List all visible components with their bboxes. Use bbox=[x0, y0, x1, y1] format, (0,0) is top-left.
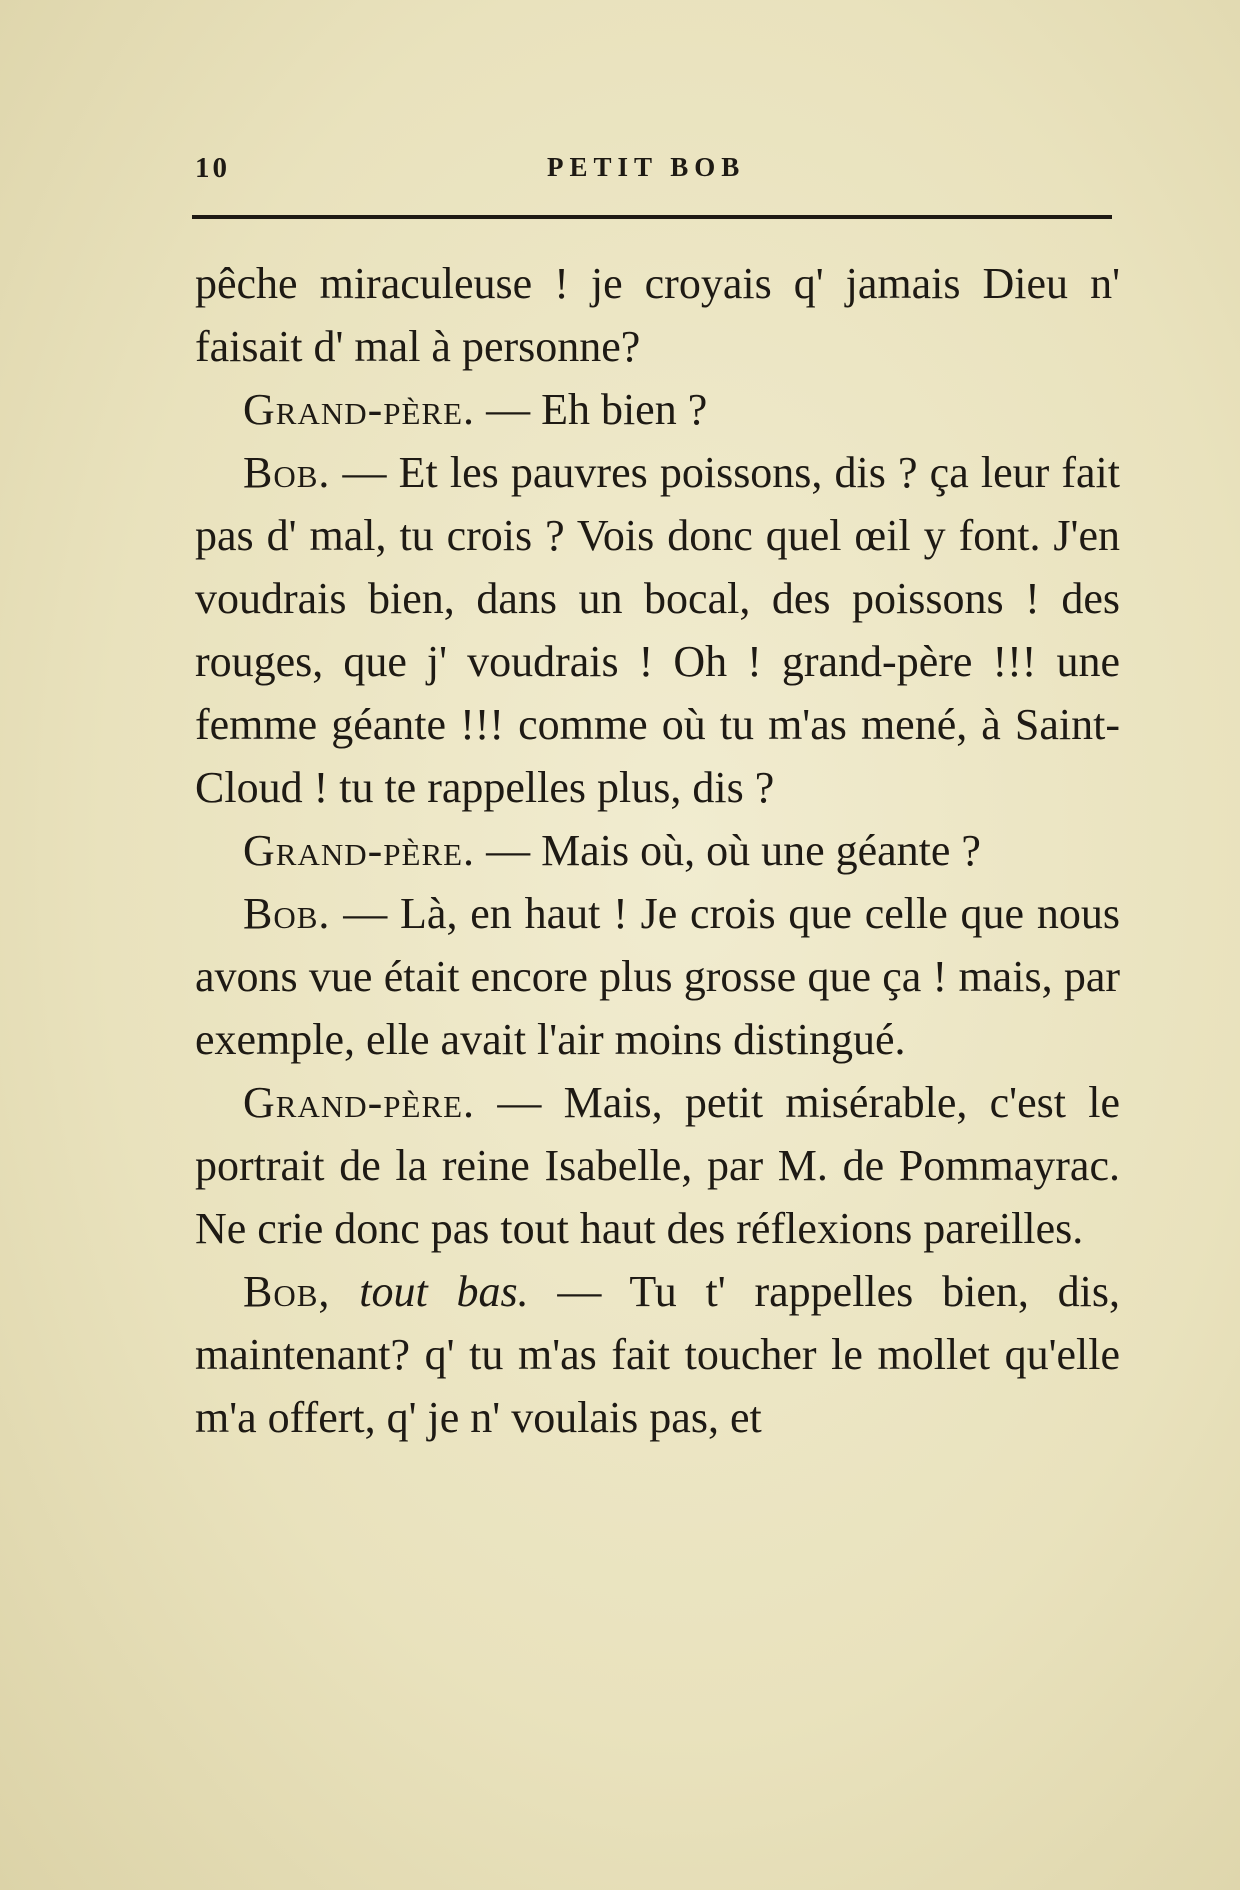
paragraph-text: Mais où, où une géante ? bbox=[541, 826, 981, 875]
paragraph bbox=[195, 441, 1120, 819]
dash: — bbox=[528, 1267, 630, 1316]
paragraph bbox=[195, 882, 1120, 1071]
paragraph-text: Là, en haut ! Je crois que celle que nous avons vue était encore plus grosse que ça ! mais, par exemple, elle avait l'air moins distingué. bbox=[195, 889, 1120, 1064]
dash: — bbox=[330, 889, 401, 938]
stage-direction: tout bas. bbox=[330, 1267, 529, 1316]
page-header bbox=[195, 152, 1115, 202]
dash: — bbox=[330, 448, 399, 497]
paragraph-text: Et les pauvres poissons, dis ? ça leur fait pas d' mal, tu crois ? Vois donc quel œil y font. J'en voudrais bien, dans un bocal, des poissons ! des rouges, que j' voudrais ! Oh ! grand-père !!! une femme géante !!! comme où tu m'as mené, à Saint-Cloud ! tu te rappelles plus, dis ? bbox=[195, 448, 1121, 812]
paragraph bbox=[195, 1071, 1120, 1260]
paragraph-text: Mais, petit misérable, c'est le portrait de la reine Isabelle, par M. de Pommayrac. Ne crie donc pas tout haut des réflexions pareilles. bbox=[195, 1078, 1121, 1253]
page-number: 10 bbox=[195, 152, 230, 184]
speaker-name: Bob. bbox=[243, 889, 331, 938]
paragraph-text: pêche miraculeuse ! je croyais q' jamais Dieu n' faisait d' mal à personne? bbox=[195, 259, 1120, 371]
paragraph-text: Tu t' rappelles bien, dis, maintenant? q' tu m'as fait toucher le mollet qu'elle m'a offert, q' je n' voulais pas, et bbox=[195, 1267, 1120, 1442]
speaker-name: Grand-père. bbox=[243, 826, 476, 875]
dash: — bbox=[475, 385, 542, 434]
dash: — bbox=[475, 1078, 564, 1127]
speaker-name: Bob. bbox=[243, 448, 331, 497]
paragraph bbox=[195, 252, 1120, 378]
paragraph bbox=[195, 378, 1120, 441]
paragraph-text: Eh bien ? bbox=[541, 385, 708, 434]
dash: — bbox=[475, 826, 542, 875]
body-text bbox=[195, 252, 1120, 1449]
speaker-name: Grand-père. bbox=[243, 1078, 476, 1127]
speaker-name: Bob, bbox=[243, 1267, 331, 1316]
speaker-name: Grand-père. bbox=[243, 385, 476, 434]
paragraph bbox=[195, 1260, 1120, 1449]
paragraph bbox=[195, 819, 1120, 882]
running-head: PETIT BOB bbox=[547, 152, 746, 182]
header-rule bbox=[192, 215, 1112, 219]
